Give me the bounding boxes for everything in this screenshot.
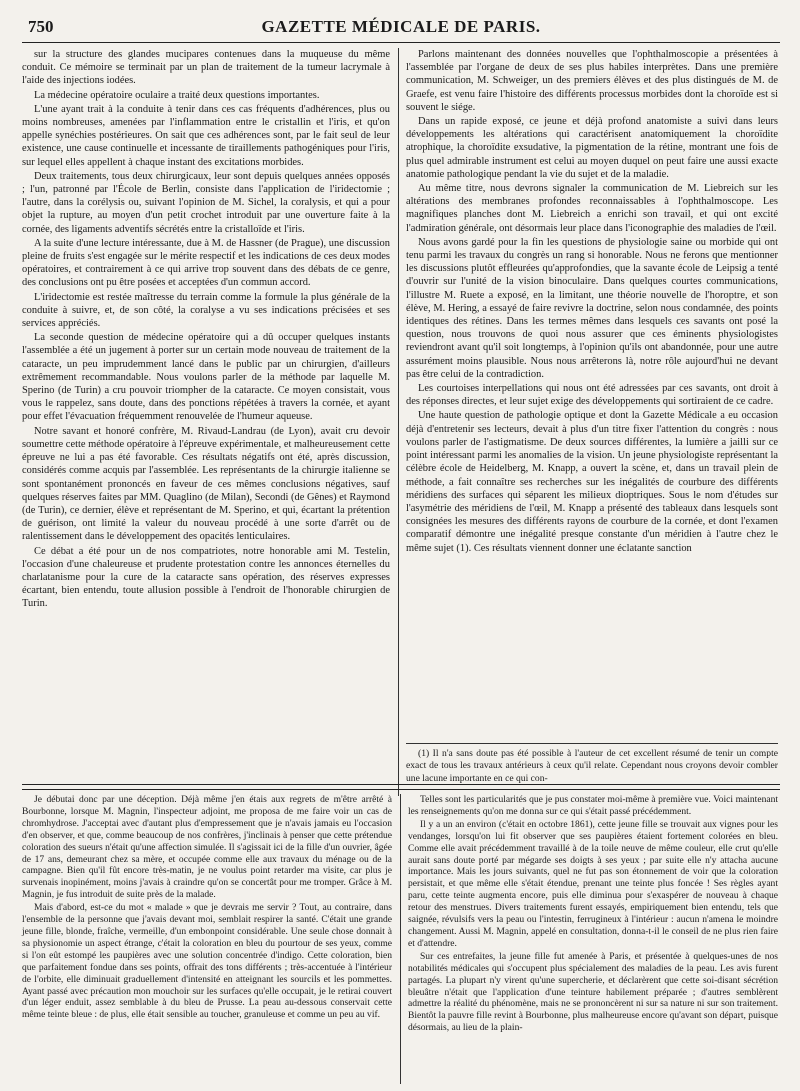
footnote-divider: [406, 743, 778, 744]
journal-title: GAZETTE MÉDICALE DE PARIS.: [261, 17, 541, 36]
article-paragraph: A la suite d'une lecture intéressante, due à M. de Hassner (de Prague), une discussion pleine de fruits s'est engagée sur le mérite respectif et les indications de ces deux modes opératoires, et contrairement à ce qui arrive trop souvent dans des débats de ce genre, des conclusions ont pu être posées et acceptées d'un commun accord.: [22, 237, 390, 289]
article-paragraph: Nous avons gardé pour la fin les questions de physiologie saine ou morbide qui ont tenu parmi les travaux du congrès un rang si honorable. Nous ne ferons que mentionner les discussions plutôt effleurées qu'approfondies, que la savante école de Leipsig a tenté d'ouvrir sur l'unité de la vision binoculaire. Dans quelques courtes communications, l'illustre M. Ruete a exposé, en la limitant, une théorie nouvelle de l'horoptre, et son élève, M. Hering, a essayé de faire revivre la doctrine, selon nous condamnée, des points identiques des rétines. Dans les termes mêmes dans lesquels ces savants ont posé la question, nous trouvons de quoi nous assurer que ces éminents physiologistes reviendront avant qu'il soit longtemps, à l'opinion qu'ils ont abandonnée, pour une autre assurément moins plausible. Nous nous arrêterons là, notre rôle aujourd'hui ne devant pas être celui de la contradiction.: [406, 236, 778, 380]
article-paragraph: La seconde question de médecine opératoire qui a dû occuper quelques instants l'assemblée a été un jugement à porter sur un certain mode nouveau de traitement de la cataracte, un peu imprudemment lancé dans le public par un chirurgien, d'ailleurs extrêmement recommandable. Nous voulons parler de la méthode par laquelle M. Sperino (de Turin) a cru pouvoir triompher de la cataracte. Ce moyen consistait, vous vous le rappelez, sans doute, dans des ponctions répétées à travers la cornée, et ayant pour effet l'évacuation fréquemment renouvelée de l'humeur aqueuse.: [22, 332, 390, 423]
article-paragraph: L'iridectomie est restée maîtresse du terrain comme la formule la plus générale de la conduite à suivre, et, de son côté, la coralyse a vu ses indications précisées et ses services appréciés.: [22, 291, 390, 330]
article-paragraph: L'une ayant trait à la conduite à tenir dans ces cas fréquents d'adhérences, plus ou moins nombreuses, amenées par l'inflammation entre le cristallin et l'iris, et qu'on appelle synéchies postérieures. On sait que ces adhérences sont, par le fait seul de leur existence, une cause continuelle et incessante de tiraillements pathogéniques pour l'iris, sur lequel elles appellent à chaque instant des excitations morbides.: [22, 103, 390, 168]
column-divider: [400, 794, 401, 1084]
article-section: [22, 48, 780, 796]
article-paragraph: Ce débat a été pour un de nos compatriotes, notre honorable ami M. Testelin, l'occasion d'une chaleureuse et prudente protestation contre les annonces éternelles du charlatanisme pour la cure de la cataracte sans opération, des réserves expresses écartant, bien entendu, toute allusion possible à l'endroit de l'honorable chirurgien de Turin.: [22, 545, 390, 610]
footnote: (1) Il n'a sans doute pas été possible à l'auteur de cet excellent résumé de tenir un compte exact de tous les travaux antérieurs à ceux qu'il relate. Cependant nous croyons devoir combler une lacune importante en ce qui con-: [406, 748, 778, 784]
column-divider: [398, 48, 399, 796]
feuilleton-paragraph: Je débutai donc par une déception. Déjà même j'en étais aux regrets de m'être arrêté à Bourbonne, lorsque M. Magnin, l'inspecteur adjoint, me proposa de me faire voir un cas de chromhydrose. J'acceptai avec d'autant plus d'empressement que je n'avais jamais eu l'occasion d'en observer, et que, comme beaucoup de nos confrères, j'inclinais à penser que cette prétendue coloration des sueurs n'était qu'une affection simulée. Il s'agissait ici de la fille d'un ouvrier, âgée de 17 ans, demeurant chez sa mère, et occupée comme elle aux travaux du ménage ou de la campagne. Bien qu'il fût encore très-matin, je ne voulus point retarder ma visite, car plus je survenais inopinément, moins j'avais à craindre qu'on se concertât pour me tromper. Grâce à M. Magnin, je fus introduit de suite près de la malade.: [22, 794, 392, 901]
article-paragraph: Notre savant et honoré confrère, M. Rivaud-Landrau (de Lyon), avait cru devoir soumettre cette méthode opératoire à l'épreuve expérimentale, et malheureusement cette épreuve ne lui a pas été favorable. Ces résultats négatifs ont été, après discussion, considérés comme acquis par l'assemblée. Les représentants de la chirurgie italienne se sont spontanément prononcés en faveur de ces mêmes conclusions négatives, sauf quelques réserves faites par MM. Quaglino (de Milan), Secondi (de Gênes) et Raymond (de Turin), ce dernier, élève et représentant de M. Sperino, et qui, écartant la prétention de guérison, ont limité la valeur du nouveau procédé à une sorte d'arrêt ou de ralentissement dans le développement des opacités lenticulaires.: [22, 425, 390, 543]
journal-page: [22, 14, 780, 1084]
feuilleton-paragraph: Sur ces entrefaites, la jeune fille fut amenée à Paris, et présentée à quelques-unes de nos notabilités médicales qui s'occupent plus spécialement des maladies de la peau. Les avis furent partagés. La plupart n'y virent qu'une supercherie, et déclarèrent que cette soi-disant sécrétion bleuâtre n'était que l'application d'une teinture habilement préparée ; d'autres semblèrent admettre la réalité du phénomène, mais ne se prononcèrent ni sur sa nature ni sur son traitement. Bientôt la pauvre fille revint à Bourbonne, plus malheureuse encore qu'avant son départ, puisque désormais, au lieu de la plain-: [408, 950, 778, 1034]
page-header: [22, 14, 780, 43]
article-paragraph: Au même titre, nous devrons signaler la communication de M. Liebreich sur les altérations des membranes profondes reconnaissables à l'ophthalmoscope. Les magnifiques planches dont M. Liebreich a enrichi son travail, et qui ont excité l'admiration générale, ont désormais leur place dans l'iconographie des maladies de l'œil.: [406, 183, 778, 234]
article-right-column: [406, 48, 778, 556]
feuilleton-separator: [22, 784, 780, 790]
article-left-column: [22, 48, 390, 612]
feuilleton-paragraph: Il y a un an environ (c'était en octobre 1861), cette jeune fille se trouvait aux vignes pour les vendanges, lorsqu'on lui fit observer que ses paupières étaient fortement colorées en bleu. Comme elle avait précédemment travaillé à de la toile neuve de même couleur, elle crut qu'elle aurait sans doute porté par mégarde ses doigts à ses yeux ; par suite elle n'y attacha aucune importance. Mais les jours suivants, quel ne fut pas son étonnement de voir que la coloration persistait, et que même elle s'était étendue, prenant une teinte plus foncée ! Ses règles ayant paru, cette teinte augmenta encore, puis elle diminua pour s'exaspérer de nouveau à chaque retour des menstrues. Divers traitements furent essayés, empiriquement bien entendu, tels que saignée, révulsifs vers la peau ou l'intestin, ferrugineux à l'intérieur : aucun n'amena le moindre changement. Aussi M. Magnin, appelé en consultation, donna-t-il le conseil de ne plus rien faire et d'attendre.: [408, 818, 778, 949]
feuilleton-right-column: [408, 794, 778, 1035]
feuilleton-left-column: [22, 794, 392, 1022]
article-paragraph: La médecine opératoire oculaire a traité deux questions importantes.: [34, 89, 320, 101]
article-paragraph: Deux traitements, tous deux chirurgicaux, leur sont depuis quelques années opposés ; l'un, patronné par l'École de Berlin, consiste dans l'application de l'iridectomie ; l'autre, dans la corélysis ou, suivant l'opinion de M. Sichel, la coralysis, et qui a pour objet la rupture, au moyen d'un petit crochet introduit par une ouverture faite à la cornée, des ligaments adventifs sécrétés entre la cristalloïde et l'iris.: [22, 170, 390, 235]
feuilleton-paragraph: Telles sont les particularités que je pus constater moi-même à première vue. Voici maintenant les renseignements qu'on me donna sur ce qui s'était passé précédemment.: [408, 794, 778, 817]
feuilleton-paragraph: Mais d'abord, est-ce du mot « malade » que je devrais me servir ? Tout, au contraire, dans l'ensemble de la personne que j'avais devant moi, semblait respirer la santé. C'était une grande jeune fille, blonde, fraîche, vermeille, d'un embonpoint considérable. Une seule chose donnait à sa physionomie un aspect étrange, c'était la coloration en bleu du pourtour de ses yeux, comme si l'on eût estompé les paupières avec une solution concentrée d'indigo. Cette coloration, bien que parfaitement fondue dans ses points, offrait des tons différents ; très-accentuée à l'intérieur de l'orbite, elle diminuait graduellement d'intensité en atteignant les sourcils et les pommettes. Ayant passé avec précaution mon mouchoir sur les surfaces qu'elle occupait, je le retirai couvert d'un léger enduit, assez semblable à du bleu de Prusse. La peau au-dessous conservait cette même teinte bleue : de plus, elle était sensible au toucher, granuleuse et comme un peu au vif.: [22, 902, 392, 1021]
page-number: 750: [28, 17, 54, 36]
feuilleton-section: [22, 794, 780, 1084]
article-paragraph: Une haute question de pathologie optique et dont la Gazette Médicale a eu occasion déjà d'entretenir ses lecteurs, devait à plus d'un titre fixer l'attention du congrès : nous voulons parler de l'astigmatisme. De deux sources différentes, la lumière a jailli sur ce point intéressant parmi les anomalies de la vision. Un jeune physiologiste représentant la célèbre école de Heidelberg, M. Knapp, a ouvert la scène, et, dans un travail plein de méthode, a fait connaître ses recherches sur les inégalités de courbure des différents méridiens des surfaces qui séparent les milieux dioptriques. Sous le nom d'études sur l'asymétrie des méridiens de l'œil, M. Knapp a présenté des tableaux dans lesquels sont consignées les mesures des différents rayons de courbure de la cornée, et dont l'examen comparatif démontre une inégalité presque constante d'un méridien à l'autre chez le même sujet (1). Ces résultats viennent donner une éclatante sanction: [406, 410, 778, 554]
article-paragraph: Les courtoises interpellations qui nous ont été adressées par ces savants, ont droit à des réponses directes, et leur sujet exige des développements qui sortiraient de ce cadre.: [406, 383, 778, 408]
article-paragraph: Parlons maintenant des données nouvelles que l'ophthalmoscopie a présentées à l'assemblée par l'organe de deux de ses plus habiles interprètes. Dans une première communication, M. Schweiger, un des premiers élèves et des plus distingués de M. de Graefe, est venu faire l'histoire des différents processus morbides dont la choroïde est si souvent le siége.: [406, 49, 778, 113]
article-paragraph: Dans un rapide exposé, ce jeune et déjà profond anatomiste a suivi dans leurs développements les altérations qui caractérisent anatomiquement la choroïdite atrophique, la choroïdite exsudative, la pigmentation de la rétine, montrant une fois de plus quel admirable instrument est celui au moyen duquel on peut faire une aussi exacte anatomie pathologique pendant la vie du sujet et de la maladie.: [406, 116, 778, 180]
article-paragraph: sur la structure des glandes mucipares contenues dans la muqueuse du même conduit. Ce mémoire se terminait par un plan de traitement de la tumeur lacrymale à l'aide des injections iodées.: [22, 49, 390, 87]
